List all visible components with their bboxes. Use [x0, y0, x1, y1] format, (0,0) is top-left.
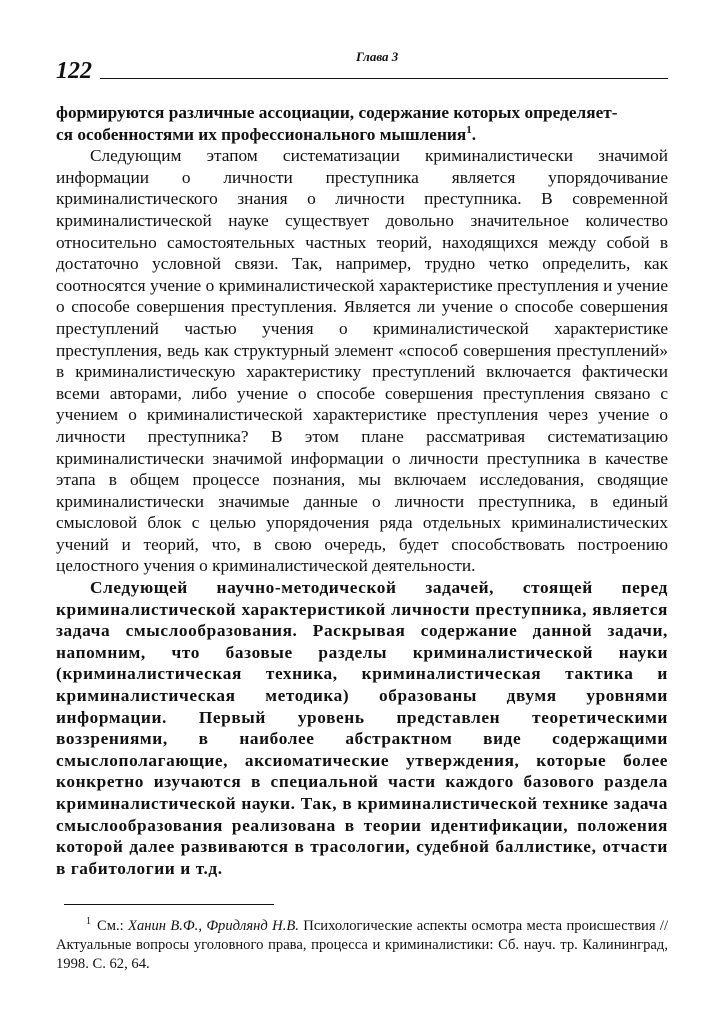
footnote-reference: 1	[466, 123, 472, 136]
running-head	[56, 48, 668, 88]
body-text	[56, 102, 668, 879]
footnote	[56, 917, 668, 974]
emphasized-term: задача смыслообразования	[56, 621, 293, 641]
chapter-label: Глава 3	[356, 49, 399, 64]
book-page	[56, 48, 668, 1008]
footnote-mark: 1	[86, 916, 91, 928]
footnote-rule	[64, 904, 274, 905]
paragraph-meaning-formation-end: . Раскрывая содержание данной задачи, напомним, что базовые разделы криминалистической науки (криминалистическая техника, криминалистическая тактика и криминалистическая методика) образованы двумя уровнями информации. Первый уровень представлен теоретическими воззрениями, в наиболее абстрактном виде содержащими смыслополагающие, аксиоматические утверждения, которые более конкретно изучаются в специальной части каждого базового раздела криминалистической науки. Так, в криминалистической технике задача смыслообразования реализована в теории идентификации, положения которой далее развиваются в трасологии, судебной баллистике, отчасти в габитологии и т.д.	[56, 621, 668, 878]
header-rule	[100, 78, 668, 79]
paragraph-continuation-line-1: формируются различные ассоциации, содержание которых определяет-	[56, 103, 618, 122]
paragraph-continuation	[56, 102, 668, 145]
footnote-prefix: См.:	[97, 918, 129, 934]
paragraph-continuation-line-2: ся особенностями их профессионального мышления	[56, 124, 467, 144]
paragraph-meaning-formation	[56, 577, 668, 879]
footnote-authors: Ханин В.Ф., Фридлянд Н.В.	[128, 918, 299, 934]
paragraph-continuation-end: .	[471, 124, 477, 144]
footnote-text: Психологические аспекты осмотра места происшествия // Актуальные вопросы уголовного права, процесса и криминалистики: Сб. науч. тр. Калининград, 1998. С. 62, 64.	[56, 918, 668, 972]
paragraph-systematization: Следующим этапом систематизации криминалистически значимой информации о личности преступника является упорядочивание криминалистического знания о личности преступника. В современной криминалистической науке существует довольно значительное количество относительно самостоятельных частных теорий, находящихся между собой в достаточно условной связи. Так, например, трудно четко определить, как соотносятся учение о криминалистической характеристике преступления и учение о способе совершения преступления. Является ли учение о способе совершения преступлений частью учения о криминалистической характеристике преступления, ведь как структурный элемент «способ совершения преступлений» в криминалистическую характеристику преступлений включается фактически всеми авторами, либо учение о способе совершения преступления связано с учением о криминалистической характеристике преступления через учение о личности преступника? В этом плане рассматривая систематизацию криминалистически значимой информации о личности преступника в качестве этапа в общем процессе познания, мы включаем исследования, сводящие криминалистически значимые данные о личности преступника, в единый смысловой блок с целью упорядочения ряда отдельных криминалистических учений и теорий, что, в свою очередь, будет способствовать построению целостного учения о криминалистической деятельности.	[56, 146, 668, 576]
paragraph-meaning-formation-start: Следующей научно-методической задачей, стоящей перед криминалистической характеристикой личности преступника, является	[56, 578, 668, 619]
page-number: 122	[56, 58, 92, 84]
footnote-area	[56, 904, 668, 989]
